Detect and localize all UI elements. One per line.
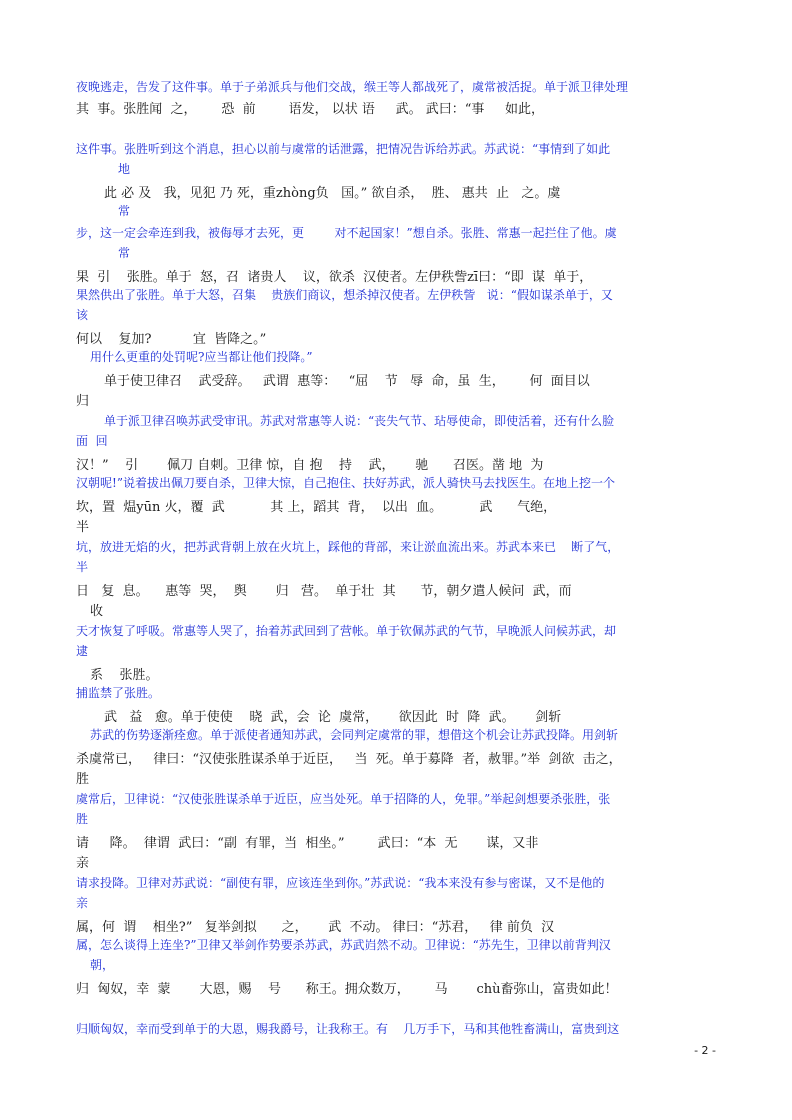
original-text-line: 归	[76, 394, 90, 409]
translation-line: 苏武的伤势逐渐痊愈。单于派使者通知苏武，会同判定虞常的罪，想借这个机会让苏武投降。用剑斩	[90, 728, 619, 742]
original-text-line: 属，何 谓 相坐?” 复举剑拟 之， 武 不动。 律曰：“苏君， 律 前负 汉	[76, 920, 555, 935]
page-number: - 2 -	[694, 1044, 716, 1057]
translation-line: 逮	[76, 644, 89, 658]
original-text-line: 武 益 愈。单于使使 晓 武，会 论 虞常， 欲因此 时 降 武。 剑斩	[104, 710, 562, 725]
original-text-line: 此 必 及 我，见犯 乃 死，重zhòng负 国。” 欲自杀， 胜、 惠共 止 之。虞	[104, 186, 561, 201]
translation-line: 地	[118, 162, 131, 176]
original-text-line: 收	[90, 604, 104, 619]
translation-line: 该	[76, 308, 89, 322]
original-text-line: 半	[76, 520, 90, 535]
translation-line: 常	[118, 204, 131, 218]
translation-line: 天才恢复了呼吸。常惠等人哭了，抬着苏武回到了营帐。单于钦佩苏武的气节，早晚派人问候苏武，却	[76, 624, 617, 638]
original-text-line: 亲	[76, 856, 90, 871]
original-text-line: 归 匈奴，幸 蒙 大恩，赐 号 称王。拥众数万， 马 chù畜弥山，富贵如此！	[76, 982, 618, 997]
translation-line: 面 回	[76, 434, 108, 448]
translation-line: 这件事。张胜听到这个消息，担心以前与虞常的话泄露，把情况告诉给苏武。苏武说：“事情到了如此	[76, 142, 611, 156]
original-text-line: 日 复 息。 惠等 哭， 舆 归 营。 单于壮 其 节，朝夕遣人候问 武，而	[76, 584, 572, 599]
original-text-line: 何以 复加? 宜 皆降之。”	[76, 332, 267, 347]
translation-line: 胜	[76, 812, 89, 826]
translation-line: 步，这一定会牵连到我，被侮辱才去死，更 对不起国家！”想自杀。张胜、常惠一起拦住了他。虞	[76, 226, 617, 240]
original-text-line: 杀虞常已， 律曰：“汉使张胜谋杀单于近臣， 当 死。单于募降 者，赦罪。”举 剑欲 击之，	[76, 752, 622, 767]
translation-line: 坑，放进无焰的火，把苏武背朝上放在火坑上，踩他的背部，来让淤血流出来。苏武本来已 断了气，	[76, 540, 620, 554]
original-text-line: 坎，置 煴yūn 火，覆 武 其 上，蹈其 背， 以出 血。 武 气绝，	[76, 500, 557, 515]
original-text-line: 单于使卫律召 武受辞。 武谓 惠等： “屈 节 辱 命，虽 生， 何 面目以	[104, 374, 590, 389]
original-text-line: 系 张胜。	[90, 668, 159, 683]
original-text-line: 胜	[76, 772, 90, 787]
translation-line: 果然供出了张胜。单于大怒，召集 贵族们商议，想杀掉汉使者。左伊秩訾 说：“假如谋杀单于，又	[76, 288, 613, 302]
translation-line: 半	[76, 560, 89, 574]
original-text-line: 汉！” 引 佩刀 自刺。卫律 惊，自 抱 持 武， 驰 召医。凿 地 为	[76, 458, 544, 473]
translation-line: 单于派卫律召唤苏武受审讯。苏武对常惠等人说：“丧失气节、玷辱使命，即使活着，还有什么脸	[104, 414, 615, 428]
original-text-line: 请 降。 律谓 武曰：“副 有罪，当 相坐。” 武曰：“本 无 谋，又非	[76, 836, 539, 851]
translation-line: 虞常后，卫律说：“汉使张胜谋杀单于近臣，应当处死。单于招降的人，免罪。”举起剑想要杀张胜，张	[76, 792, 611, 806]
translation-line: 请求投降。卫律对苏武说：“副使有罪，应该连坐到你。”苏武说：“我本来没有参与密谋，又不是他的	[76, 876, 605, 890]
translation-line: 常	[118, 246, 131, 260]
translation-line: 用什么更重的处罚呢?应当都让他们投降。”	[90, 350, 313, 364]
translation-line: 属，怎么谈得上连坐?”卫律又举剑作势要杀苏武，苏武岿然不动。卫律说：“苏先生，卫律以前背判汉	[76, 938, 611, 952]
translation-line: 汉朝呢!”说着拔出佩刀要自杀，卫律大惊，自己抱住、扶好苏武，派人骑快马去找医生。在地上挖一个	[76, 476, 615, 490]
translation-line: 夜晚逃走，告发了这件事。单于子弟派兵与他们交战，缑王等人都战死了，虞常被活捉。单于派卫律处理	[76, 80, 629, 94]
translation-line: 捕监禁了张胜。	[76, 686, 161, 700]
original-text-line: 果 引 张胜。单于 怒，召 诸贵人 议，欲杀 汉使者。左伊秩訾zī曰：“即 谋 单于，	[76, 270, 593, 285]
translation-line: 朝，	[90, 958, 115, 972]
translation-line: 归顺匈奴，幸而受到单于的大恩，赐我爵号，让我称王。有 几万手下，马和其他牲畜满山，富贵到这	[76, 1022, 620, 1036]
original-text-line: 其 事。张胜闻 之， 恐 前 语发， 以状 语 武。 武曰：“事 如此，	[76, 102, 545, 117]
translation-line: 亲	[76, 896, 89, 910]
